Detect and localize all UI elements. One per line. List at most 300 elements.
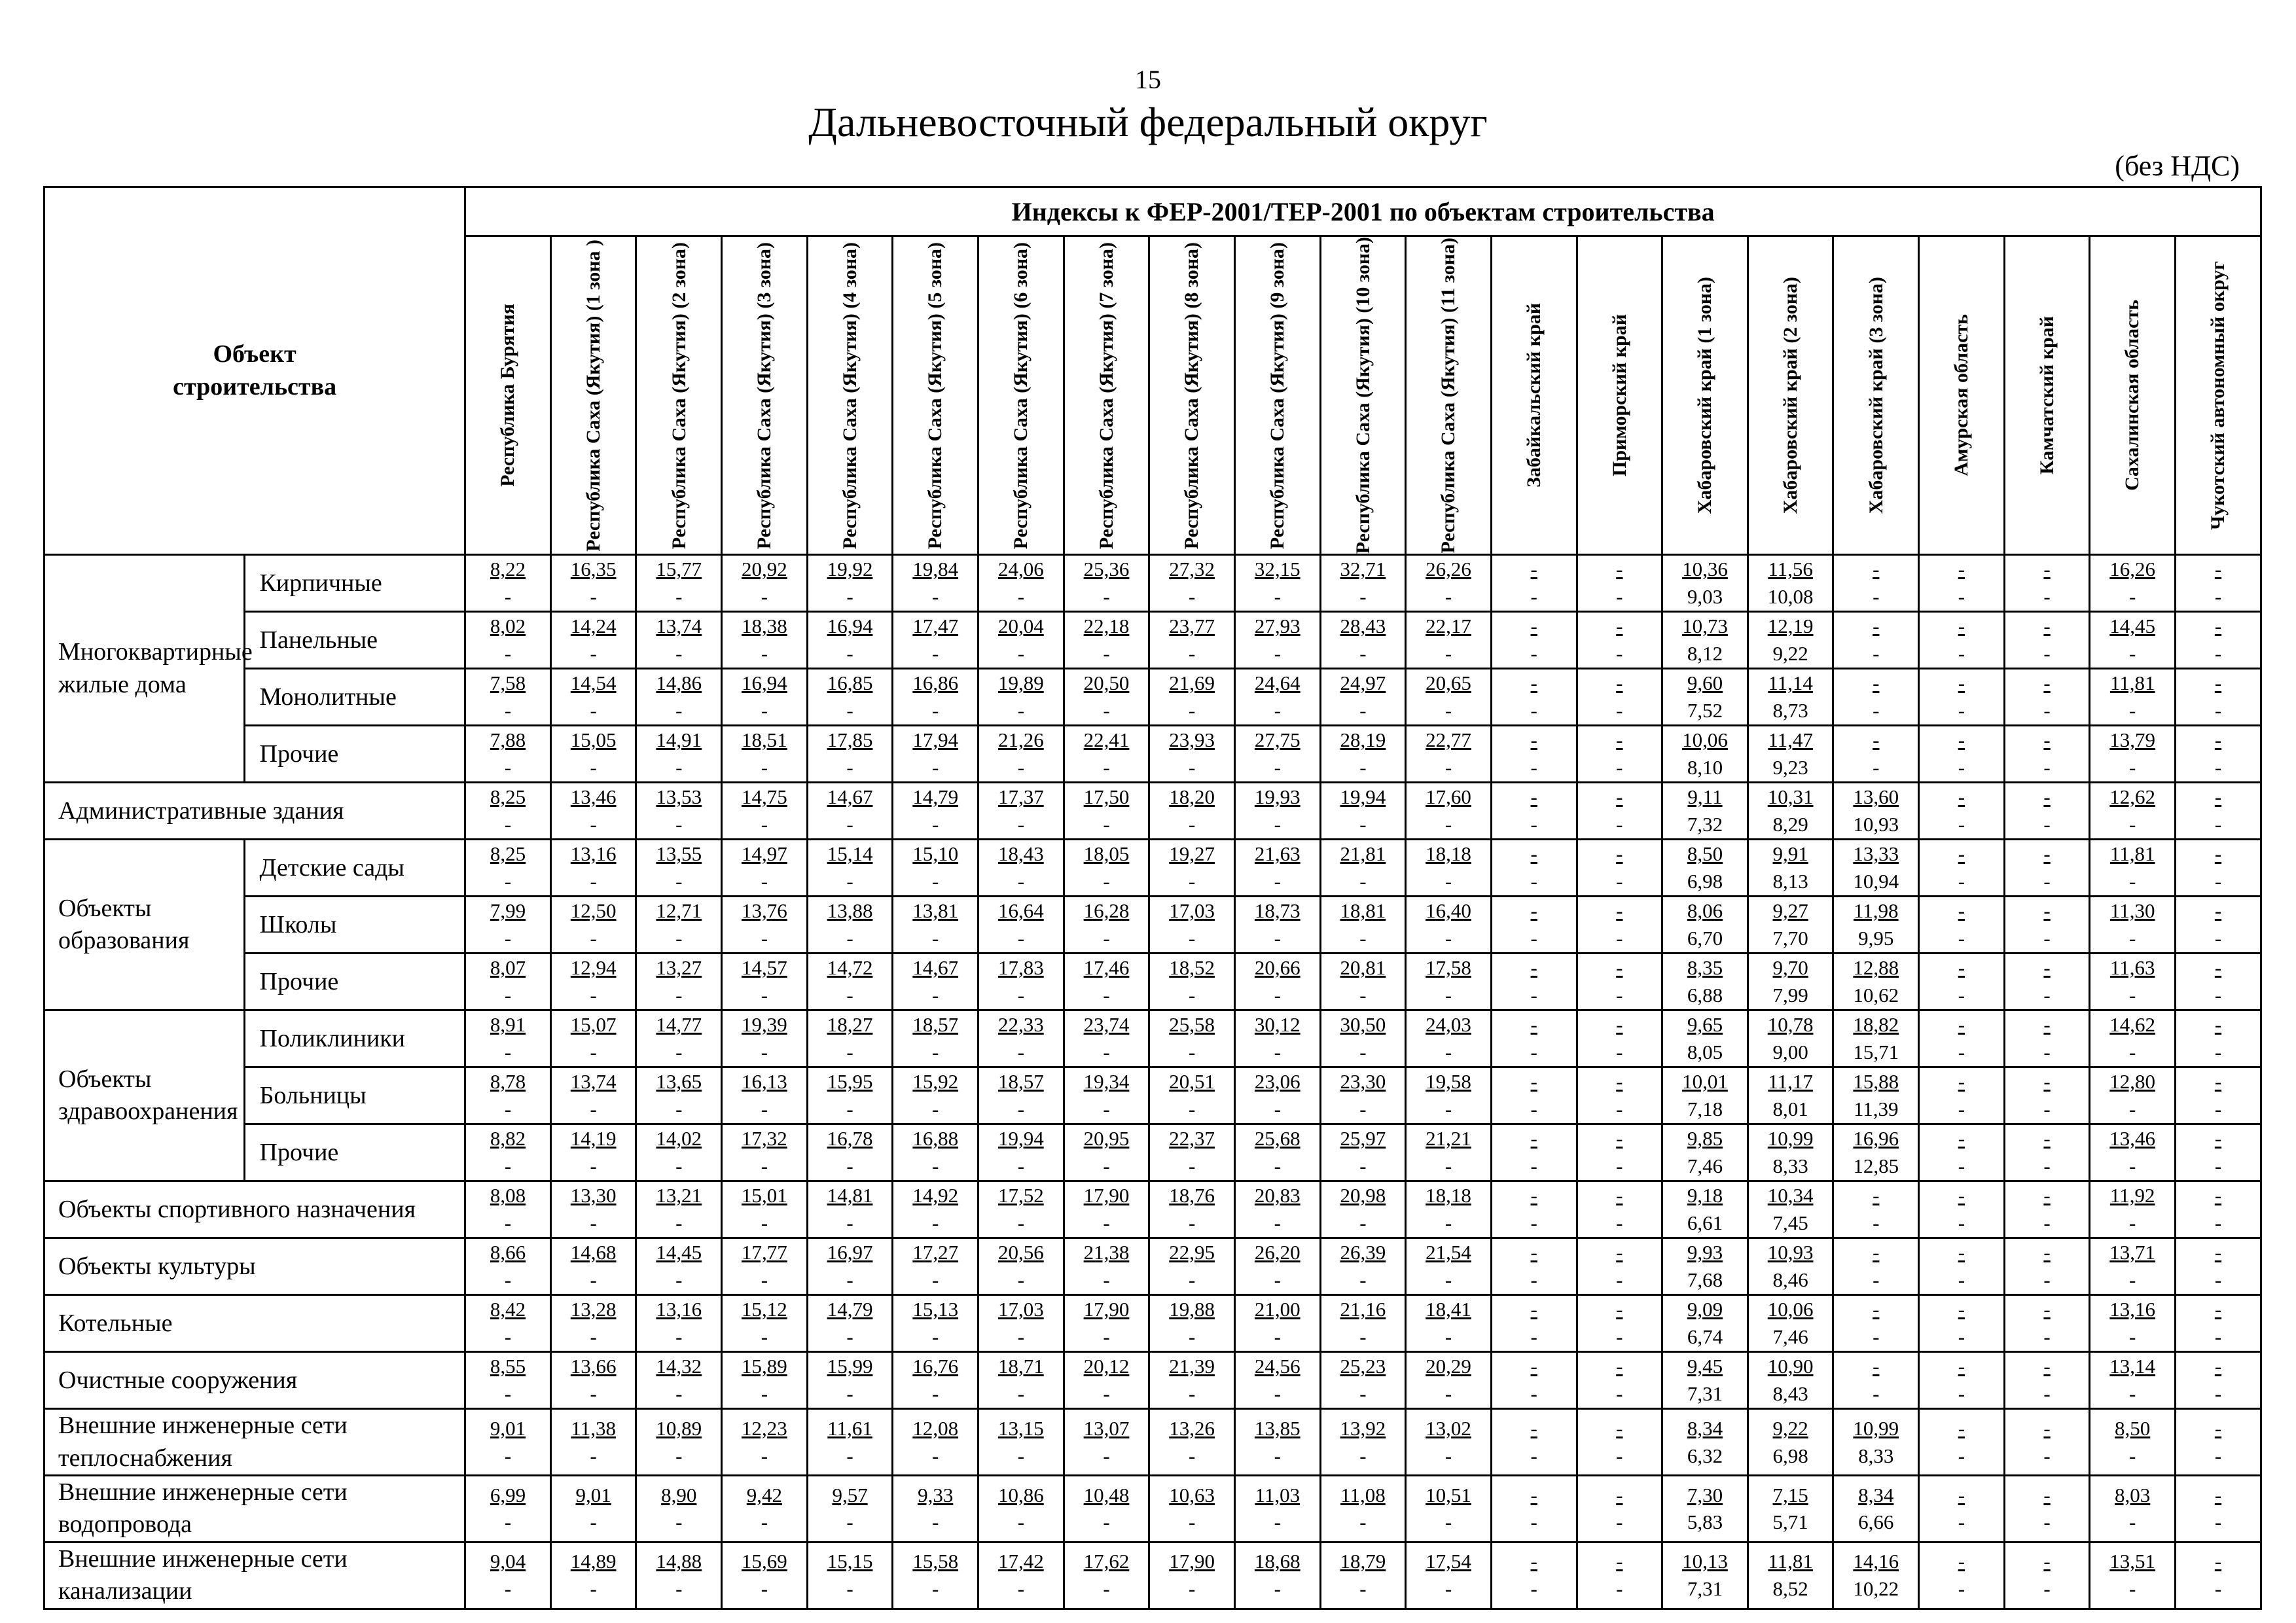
index-value: 16,85 — [827, 671, 873, 695]
index-cell — [1662, 1295, 1748, 1352]
index-subvalue: - — [1274, 870, 1281, 893]
index-subvalue: - — [590, 1577, 597, 1601]
index-subvalue: - — [2214, 870, 2222, 893]
index-subvalue: - — [2214, 1268, 2222, 1292]
index-subvalue: - — [1274, 813, 1281, 836]
index-cell — [1662, 1352, 1748, 1409]
subcategory-cell: Монолитные — [244, 669, 465, 726]
index-cell — [978, 726, 1064, 783]
index-value: - — [2043, 1241, 2051, 1264]
index-subvalue: - — [761, 1211, 768, 1235]
column-header — [550, 236, 636, 555]
subcategory-cell: Больницы — [244, 1067, 465, 1124]
index-value: 26,26 — [1426, 558, 1471, 581]
index-subvalue: - — [1873, 1211, 1880, 1235]
index-subvalue: - — [1274, 1577, 1281, 1601]
index-cell — [722, 1542, 808, 1609]
subcategory-cell: Прочие — [244, 726, 465, 783]
index-value: 7,30 — [1687, 1483, 1723, 1507]
index-cell — [1064, 1295, 1149, 1352]
index-cell — [2004, 1010, 2090, 1067]
index-subvalue: - — [1359, 984, 1367, 1007]
index-subvalue: - — [1017, 1325, 1025, 1349]
index-subvalue: - — [846, 984, 853, 1007]
index-value: 11,14 — [1768, 671, 1813, 695]
index-cell — [1320, 1124, 1406, 1181]
index-value: 20,51 — [1169, 1070, 1215, 1094]
index-value: 13,07 — [1083, 1416, 1130, 1440]
index-value: - — [1530, 1013, 1537, 1037]
index-value: - — [1616, 842, 1623, 866]
index-subvalue: 6,66 — [1858, 1510, 1894, 1534]
column-header-label: Республика Саха (Якутия) (10 зона) — [1352, 237, 1374, 554]
index-value: 13,88 — [827, 899, 873, 923]
index-subvalue: - — [675, 1382, 683, 1406]
category-cell: Объекты культуры — [45, 1238, 465, 1295]
index-value: 19,93 — [1254, 785, 1300, 809]
index-value: 14,91 — [656, 728, 702, 752]
index-value: 11,81 — [1768, 1550, 1813, 1573]
index-cell — [1919, 726, 2005, 783]
index-value: 10,06 — [1767, 1298, 1814, 1321]
index-value: 8,35 — [1687, 956, 1723, 980]
index-subvalue: - — [1530, 984, 1537, 1007]
index-value: - — [1958, 1013, 1965, 1037]
index-subvalue: - — [1958, 1444, 1965, 1467]
index-value: 20,65 — [1426, 671, 1471, 695]
index-cell — [1919, 954, 2005, 1010]
index-value: 8,03 — [2115, 1483, 2151, 1507]
index-subvalue: - — [1444, 870, 1452, 893]
index-value: 13,28 — [570, 1298, 617, 1321]
index-cell — [465, 840, 551, 897]
index-value: 16,13 — [742, 1070, 787, 1094]
index-value: 16,78 — [827, 1127, 873, 1150]
index-subvalue: - — [504, 642, 512, 666]
index-value: 15,12 — [742, 1298, 787, 1321]
index-subvalue: - — [2129, 813, 2136, 836]
index-subvalue: - — [1359, 1577, 1367, 1601]
index-cell — [1919, 1542, 2005, 1609]
index-cell — [722, 1067, 808, 1124]
index-value: 10,73 — [1682, 615, 1728, 638]
index-cell — [1662, 555, 1748, 612]
index-cell — [636, 1067, 722, 1124]
index-cell — [1149, 1295, 1235, 1352]
index-cell — [1919, 783, 2005, 840]
index-cell — [893, 1542, 978, 1609]
index-subvalue: - — [1017, 1510, 1025, 1534]
index-value: 24,06 — [997, 558, 1044, 581]
index-subvalue: 6,88 — [1687, 984, 1723, 1007]
index-subvalue: - — [2214, 1325, 2222, 1349]
index-value: 18,68 — [1254, 1550, 1300, 1573]
index-value: 13,33 — [1853, 842, 1899, 866]
index-cell — [1748, 897, 1833, 954]
index-cell — [550, 954, 636, 1010]
index-value: 14,77 — [656, 1013, 702, 1037]
index-cell — [1064, 1238, 1149, 1295]
index-subvalue: - — [2043, 699, 2051, 722]
index-cell — [1748, 1067, 1833, 1124]
index-subvalue: - — [1188, 1444, 1196, 1467]
index-subvalue: - — [2129, 984, 2136, 1007]
index-cell — [465, 1352, 551, 1409]
index-cell — [2176, 1295, 2261, 1352]
index-cell — [1064, 1352, 1149, 1409]
index-subvalue: - — [2214, 642, 2222, 666]
index-cell — [1748, 1475, 1833, 1542]
index-cell — [2004, 897, 2090, 954]
index-subvalue: - — [504, 1268, 512, 1292]
index-value: 17,62 — [1083, 1550, 1130, 1573]
column-header — [1748, 236, 1833, 555]
index-subvalue: - — [1103, 756, 1110, 779]
index-cell — [636, 1295, 722, 1352]
index-subvalue: - — [590, 642, 597, 666]
index-cell — [465, 1067, 551, 1124]
category-cell: Очистные сооружения — [45, 1352, 465, 1409]
index-value: - — [1530, 1241, 1537, 1264]
index-cell — [2090, 555, 2176, 612]
index-subvalue: - — [675, 984, 683, 1007]
column-header — [1491, 236, 1577, 555]
index-value: 20,98 — [1340, 1184, 1386, 1207]
index-value: 16,96 — [1853, 1127, 1899, 1150]
index-subvalue: - — [1444, 1444, 1452, 1467]
index-cell — [1577, 1067, 1662, 1124]
index-value: 19,27 — [1169, 842, 1215, 866]
index-value: 13,71 — [2109, 1241, 2156, 1264]
index-value: - — [1530, 1483, 1537, 1507]
index-cell — [1662, 1181, 1748, 1238]
index-cell — [978, 1010, 1064, 1067]
index-cell — [636, 1124, 722, 1181]
index-cell — [1577, 612, 1662, 669]
index-subvalue: - — [2214, 699, 2222, 722]
index-value: 28,19 — [1340, 728, 1386, 752]
index-value: 13,16 — [656, 1298, 702, 1321]
index-subvalue: - — [2129, 870, 2136, 893]
index-value: 14,62 — [2109, 1013, 2156, 1037]
index-cell — [722, 1409, 808, 1476]
index-cell — [1149, 783, 1235, 840]
index-subvalue: - — [590, 1268, 597, 1292]
index-subvalue: - — [846, 585, 853, 609]
column-header-label: Забайкальский край — [1522, 303, 1545, 488]
index-cell — [1149, 1542, 1235, 1609]
index-cell — [1491, 840, 1577, 897]
index-value: - — [1958, 558, 1965, 581]
index-value: 10,90 — [1767, 1355, 1814, 1378]
column-header — [1149, 236, 1235, 555]
index-value: 10,86 — [997, 1483, 1044, 1507]
index-cell — [2090, 954, 2176, 1010]
index-cell — [1748, 783, 1833, 840]
index-subvalue: 7,70 — [1772, 927, 1808, 950]
index-cell — [550, 1352, 636, 1409]
index-subvalue: - — [675, 699, 683, 722]
index-value: 10,34 — [1767, 1184, 1814, 1207]
index-subvalue: - — [932, 1325, 939, 1349]
index-value: 23,30 — [1340, 1070, 1386, 1094]
index-value: 18,18 — [1426, 1184, 1471, 1207]
index-cell — [1748, 840, 1833, 897]
index-cell — [550, 840, 636, 897]
index-value: 13,79 — [2109, 728, 2156, 752]
index-cell — [722, 1295, 808, 1352]
index-subvalue: 9,23 — [1772, 756, 1808, 779]
index-subvalue: - — [1103, 870, 1110, 893]
index-value: 14,72 — [827, 956, 873, 980]
index-value: - — [1530, 1070, 1537, 1094]
index-subvalue: - — [1958, 984, 1965, 1007]
index-cell — [1833, 1475, 1919, 1542]
index-subvalue: - — [761, 1097, 768, 1121]
index-value: 21,39 — [1169, 1355, 1215, 1378]
index-subvalue: - — [1530, 870, 1537, 893]
index-cell — [2176, 726, 2261, 783]
index-value: 11,38 — [571, 1416, 616, 1440]
index-cell — [978, 783, 1064, 840]
index-value: 10,13 — [1682, 1550, 1728, 1573]
index-value: 18,27 — [827, 1013, 873, 1037]
index-value: 14,88 — [656, 1550, 702, 1573]
index-cell — [550, 726, 636, 783]
index-subvalue: - — [1444, 1097, 1452, 1121]
index-subvalue: - — [1444, 927, 1452, 950]
index-cell — [1833, 612, 1919, 669]
index-value: - — [2043, 558, 2051, 581]
index-cell — [1662, 612, 1748, 669]
index-cell — [1833, 555, 1919, 612]
index-value: 15,13 — [912, 1298, 959, 1321]
index-cell — [1406, 954, 1492, 1010]
index-value: 22,18 — [1083, 615, 1130, 638]
index-subvalue: - — [846, 1268, 853, 1292]
index-cell — [1662, 1475, 1748, 1542]
index-subvalue: - — [504, 870, 512, 893]
index-cell — [893, 954, 978, 1010]
index-cell — [1406, 612, 1492, 669]
index-cell — [636, 612, 722, 669]
index-value: 16,28 — [1083, 899, 1130, 923]
index-subvalue: - — [1616, 870, 1623, 893]
index-subvalue: - — [932, 1154, 939, 1178]
index-subvalue: - — [504, 585, 512, 609]
index-subvalue: - — [1188, 756, 1196, 779]
index-cell — [2090, 1409, 2176, 1476]
index-subvalue: - — [1958, 927, 1965, 950]
index-subvalue: - — [2129, 1510, 2136, 1534]
index-subvalue: - — [2043, 756, 2051, 779]
index-cell — [465, 1295, 551, 1352]
index-subvalue: - — [2129, 1268, 2136, 1292]
index-table — [43, 186, 2262, 1610]
index-cell — [1491, 1295, 1577, 1352]
index-cell — [1748, 1409, 1833, 1476]
index-value: - — [2043, 1416, 2051, 1440]
index-subvalue: - — [1017, 642, 1025, 666]
column-header-label: Республика Саха (Якутия) (6 зона) — [1010, 241, 1032, 549]
index-cell — [465, 726, 551, 783]
index-cell — [2090, 726, 2176, 783]
index-value: 9,93 — [1687, 1241, 1723, 1264]
index-value: 16,88 — [912, 1127, 959, 1150]
index-cell — [1919, 1409, 2005, 1476]
index-subvalue: - — [1359, 1268, 1367, 1292]
table-row — [45, 1010, 2261, 1067]
column-header — [1577, 236, 1662, 555]
index-value: 8,06 — [1687, 899, 1723, 923]
index-cell — [2090, 1352, 2176, 1409]
index-value: 15,58 — [912, 1550, 959, 1573]
index-value: 17,90 — [1083, 1298, 1130, 1321]
index-value: 13,92 — [1340, 1416, 1386, 1440]
index-cell — [1320, 897, 1406, 954]
index-value: - — [1958, 899, 1965, 923]
index-subvalue: - — [932, 927, 939, 950]
index-subvalue: - — [1958, 585, 1965, 609]
index-subvalue: - — [932, 1211, 939, 1235]
index-value: 8,82 — [490, 1127, 526, 1150]
column-header — [2004, 236, 2090, 555]
index-subvalue: - — [590, 585, 597, 609]
index-cell — [1577, 1238, 1662, 1295]
index-cell — [1064, 612, 1149, 669]
index-cell — [1064, 1010, 1149, 1067]
index-subvalue: 7,18 — [1687, 1097, 1723, 1121]
index-value: 19,84 — [912, 558, 959, 581]
index-cell — [2004, 840, 2090, 897]
index-cell — [1406, 1010, 1492, 1067]
index-subvalue: - — [590, 1211, 597, 1235]
index-subvalue: - — [1103, 1444, 1110, 1467]
index-cell — [2090, 1475, 2176, 1542]
index-cell — [807, 1181, 893, 1238]
index-value: 16,35 — [570, 558, 617, 581]
index-value: 13,46 — [570, 785, 617, 809]
index-cell — [1919, 1238, 2005, 1295]
index-cell — [893, 897, 978, 954]
index-value: 9,60 — [1687, 671, 1723, 695]
index-cell — [893, 1409, 978, 1476]
index-value: - — [1958, 1184, 1965, 1207]
index-value: 12,50 — [570, 899, 617, 923]
index-value: 10,89 — [656, 1416, 702, 1440]
index-cell — [1064, 897, 1149, 954]
index-cell — [978, 1238, 1064, 1295]
index-subvalue: - — [761, 1510, 768, 1534]
index-value: 9,33 — [918, 1483, 954, 1507]
index-subvalue: - — [1444, 699, 1452, 722]
index-cell — [465, 1238, 551, 1295]
index-value: 19,94 — [997, 1127, 1044, 1150]
index-cell — [807, 840, 893, 897]
index-value: - — [2214, 728, 2222, 752]
index-subvalue: - — [504, 1325, 512, 1349]
index-subvalue: - — [932, 870, 939, 893]
index-value: 9,04 — [490, 1550, 526, 1573]
index-value: 14,97 — [742, 842, 787, 866]
index-value: 14,45 — [2109, 615, 2156, 638]
index-value: 17,46 — [1083, 956, 1130, 980]
table-row — [45, 1124, 2261, 1181]
index-cell — [636, 1238, 722, 1295]
index-cell — [1320, 1295, 1406, 1352]
index-cell — [807, 1409, 893, 1476]
index-value: 9,11 — [1687, 785, 1723, 809]
index-value: 14,16 — [1853, 1550, 1899, 1573]
index-cell — [1662, 1010, 1748, 1067]
index-value: 15,14 — [827, 842, 873, 866]
index-cell — [1064, 1542, 1149, 1609]
index-cell — [893, 1181, 978, 1238]
index-cell — [2004, 1067, 2090, 1124]
index-cell — [636, 669, 722, 726]
index-subvalue: - — [761, 927, 768, 950]
index-cell — [722, 612, 808, 669]
index-value: - — [2043, 1184, 2051, 1207]
index-cell — [1833, 1010, 1919, 1067]
index-subvalue: 8,33 — [1772, 1154, 1808, 1178]
index-subvalue: - — [2214, 756, 2222, 779]
object-header: Объект строительства — [45, 187, 465, 555]
index-value: - — [1958, 1127, 1965, 1150]
index-value: 15,88 — [1853, 1070, 1899, 1094]
index-subvalue: - — [2129, 1097, 2136, 1121]
index-subvalue: 6,98 — [1687, 870, 1723, 893]
index-subvalue: - — [2214, 1510, 2222, 1534]
index-subvalue: - — [2043, 1097, 2051, 1121]
index-cell — [550, 555, 636, 612]
index-subvalue: - — [932, 1382, 939, 1406]
index-subvalue: - — [761, 585, 768, 609]
index-subvalue: - — [1958, 870, 1965, 893]
index-value: 11,61 — [827, 1416, 872, 1440]
index-cell — [1149, 954, 1235, 1010]
index-subvalue: - — [932, 1577, 939, 1601]
index-cell — [2176, 783, 2261, 840]
index-value: 12,08 — [912, 1416, 959, 1440]
index-value: 13,21 — [656, 1184, 702, 1207]
index-cell — [1149, 1010, 1235, 1067]
index-value: 16,86 — [912, 671, 959, 695]
index-cell — [1577, 1124, 1662, 1181]
index-cell — [2004, 1295, 2090, 1352]
index-subvalue: - — [1103, 984, 1110, 1007]
index-value: 12,88 — [1853, 956, 1899, 980]
index-cell — [1577, 1295, 1662, 1352]
index-subvalue: - — [1103, 813, 1110, 836]
index-value: 17,03 — [1169, 899, 1215, 923]
index-value: 26,20 — [1254, 1241, 1300, 1264]
index-subvalue: - — [1274, 1268, 1281, 1292]
index-value: 23,74 — [1083, 1013, 1130, 1037]
index-value: 14,57 — [742, 956, 787, 980]
index-cell — [722, 1181, 808, 1238]
index-cell — [465, 1475, 551, 1542]
index-cell — [636, 1409, 722, 1476]
index-cell — [1406, 1352, 1492, 1409]
index-subvalue: - — [1274, 1097, 1281, 1121]
index-cell — [1577, 1181, 1662, 1238]
index-value: - — [2043, 899, 2051, 923]
index-cell — [1919, 612, 2005, 669]
index-value: 10,48 — [1083, 1483, 1130, 1507]
index-subvalue: - — [504, 813, 512, 836]
index-value: - — [1530, 1184, 1537, 1207]
